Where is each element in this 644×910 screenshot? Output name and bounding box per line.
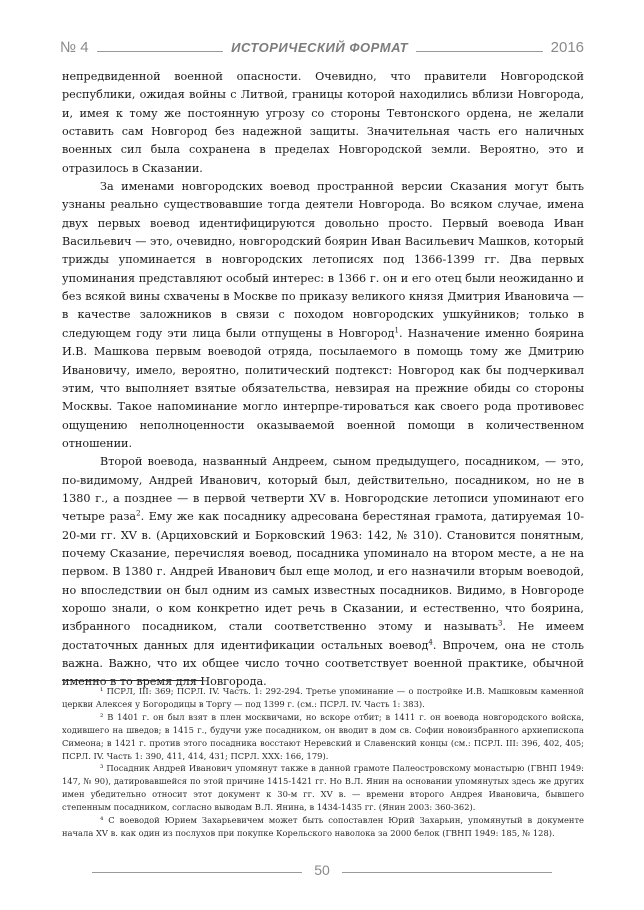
- footnote-separator: [62, 680, 202, 681]
- issue-number: № 4: [60, 38, 89, 56]
- paragraph-text: . Ему же как посаднику адресована берестяная грамота, датируемая 10-20-ми гг. XV в. (Арциховский и Борковский 1963: 142, № 310). Становится понятным, почему Сказание, перечисляя воевод, посадника упоминало на втором месте, а не на первом. В 1380 г. Андрей Иванович был еще молод, и его назначили вторым воеводой, но впоследствии он был одним из самых известных посадников. Видимо, в Новгороде хорошо знали, о ком конкретно идет речь в Сказании, и естественно, что боярина, избранного посадником, стали соответственно этому и называть: [62, 510, 584, 634]
- issue-year: 2016: [550, 38, 585, 56]
- footnote-ref[interactable]: 2: [136, 509, 141, 518]
- footnote: ² В 1401 г. он был взят в плен москвичами, но вскоре отбит; в 1411 г. он воевода новгородского войска, ходившего на шведов; в 1415 г., будучи уже посадником, он вводит в дом св. Софии новоизбранного архиепископа Симеона; в 1421 г. против этого посадника восстают Неревский и Славенский концы (см.: ПСРЛ. III: 396, 402, 405; ПСРЛ. IV. Часть 1: 390, 411, 414, 431; ПСРЛ. XXX: 166, 179).: [62, 711, 584, 761]
- footnote: ³ Посадник Андрей Иванович упомянут также в данной грамоте Палеостровскому монастырю (ГВНП 1949: 147, № 90), датировавшейся по этой причине 1415-1421 гг. Но В.Л. Янин на основании упомянутых здесь же других имен убедительно относит этот документ к 30-м гг. XV в. — времени второго Андрея Ивановича, бывшего степенным посадником, согласно выводам В.Л. Янина, в 1434-1435 гг. (Янин 2003: 360-362).: [62, 763, 584, 813]
- footnote: ¹ ПСРЛ, III: 369; ПСРЛ. IV. Часть. 1: 292-294. Третье упоминание — о постройке И.В. Машковым каменной церкви Алексея у Богородицы в Торгу — под 1399 г. (см.: ПСРЛ. IV. Часть 1: 383).: [62, 686, 584, 709]
- paragraph-text: За именами новгородских воевод пространной версии Сказания могут быть узнаны реально существовавшие тогда деятели Новгорода. Во всяком случае, имена двух первых воевод идентифицируются довольно просто. Первый воевода Иван Васильевич — это, очевидно, новгородский боярин Иван Васильевич Машков, который трижды упоминается в новгородских летописях под 1366-1399 гг. Два первых упоминания представляют особый интерес: в 1366 г. он и его отец были неожиданно и без всякой вины схвачены в Москве по приказу великого князя Дмитрия Ивановича — в качестве заложников в связи с походом новгородских ушкуйников; только в следующем году эти лица были отпущены в Новгород: [62, 180, 584, 340]
- paragraph: [62, 453, 584, 691]
- header-rule-right: [416, 51, 543, 52]
- paragraph-text: . Не имеем достаточных данных для идентификации остальных воевод: [62, 620, 584, 652]
- footnotes: [62, 685, 584, 840]
- running-header: [60, 37, 584, 57]
- running-footer: [80, 860, 564, 880]
- footnote: ⁴ С воеводой Юрием Захарьевичем может быть сопоставлен Юрий Захарьин, упомянутый в документе начала XV в. как один из послухов при покупке Корельского наволока за 2000 белок (ГВНП 1949: 185, № 128).: [62, 815, 584, 838]
- footnote-ref[interactable]: 1: [394, 326, 400, 335]
- page-number: 50: [314, 862, 330, 878]
- header-rule-left: [97, 51, 224, 52]
- footer-rule-left: [92, 872, 302, 873]
- paragraph-text: . Назначение именно боярина И.В. Машкова первым воеводой отряда, посылаемого в помощь тому же Дмитрию Ивановичу, имело, вероятно, политический подтекст: Новгород как бы подчеркивал этим, что выполняет взятые обязательства, невзирая на прежние обиды со стороны Москвы. Такое напоминание могло интерпре-тироваться как своего рода противовес ощущению неполноценности оказываемой военной помощи в количественном отношении.: [62, 326, 584, 450]
- paragraph-text: непредвиденной военной опасности. Очевидно, что правители Новгородской республики, ожидая войны с Литвой, границы которой находились вблизи Новгорода, и, имея к тому же постоянную угрозу со стороны Тевтонского ордена, не желали оставить сам Новгород без надежной защиты. Значительная часть его наличных военных сил была сохранена в пределах Новгородской земли. Вероятно, это и отразилось в Сказании.: [62, 70, 584, 175]
- footnote-ref[interactable]: 4: [428, 637, 433, 646]
- journal-title: ИСТОРИЧЕСКИЙ ФОРМАТ: [231, 39, 409, 55]
- footnote-ref[interactable]: 3: [497, 619, 503, 628]
- paragraph-text: Второй воевода, названный Андреем, сыном предыдущего, посадником, — это, по-видимому, Андрей Иванович, который был, действительно, посадником, но не в 1380 г., а позднее — в первой четверти XV в. Новгородские летописи упоминают его четыре раза: [62, 455, 584, 524]
- footer-rule-right: [342, 872, 552, 873]
- main-text: [62, 68, 584, 692]
- paragraph: [62, 68, 584, 178]
- paragraph: [62, 178, 584, 453]
- paragraph-text: . Впрочем, она не столь важна. Важно, что их общее число точно соответствует военной практике, обычной именно в то время для Новгорода.: [62, 638, 584, 689]
